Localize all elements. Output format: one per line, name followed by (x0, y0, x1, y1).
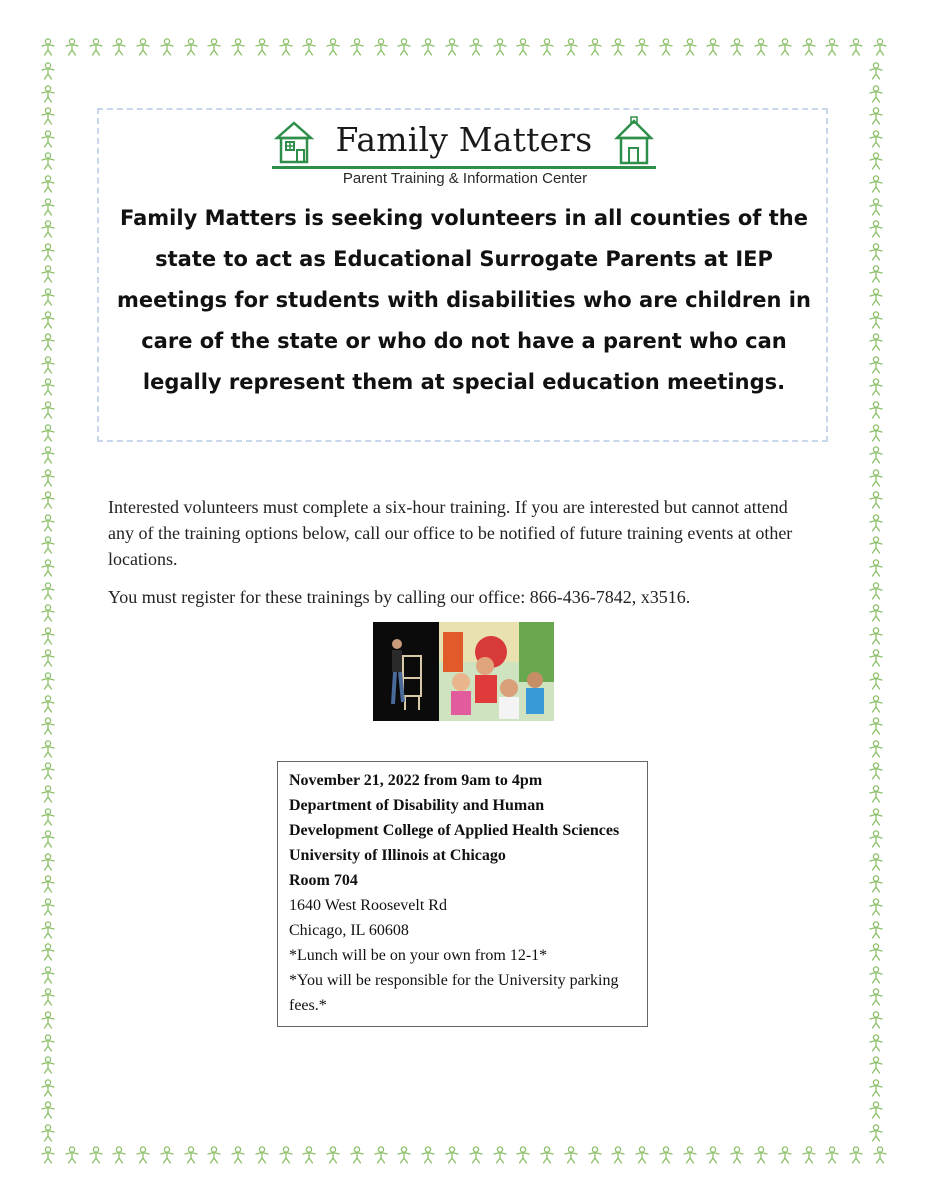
border-figure-icon (777, 38, 793, 56)
intro-paragraph: Interested volunteers must complete a six-hour training. If you are interested but cannot attend any of the training options below, call our office to be notified of future training events at other locations. (108, 497, 793, 569)
border-figure-icon (420, 1146, 436, 1164)
border-figure-icon (40, 1056, 56, 1074)
border-figure-icon (868, 695, 884, 713)
border-figure-icon (40, 401, 56, 419)
border-figure-icon (349, 38, 365, 56)
border-figure-icon (183, 1146, 199, 1164)
border-figure-icon (230, 1146, 246, 1164)
border-figure-icon (658, 38, 674, 56)
border-figure-icon (868, 672, 884, 690)
border-figure-icon (868, 85, 884, 103)
border-figure-icon (610, 38, 626, 56)
border-figure-icon (729, 38, 745, 56)
border-figure-icon (396, 1146, 412, 1164)
border-figure-icon (444, 1146, 460, 1164)
border-figure-icon (40, 62, 56, 80)
border-figure-icon (868, 649, 884, 667)
border-figure-icon (868, 830, 884, 848)
border-figure-icon (868, 785, 884, 803)
border-figure-icon (824, 1146, 840, 1164)
border-figure-icon (40, 649, 56, 667)
border-figure-icon (111, 1146, 127, 1164)
border-figure-icon (40, 536, 56, 554)
border-figure-icon (40, 152, 56, 170)
border-figure-icon (801, 1146, 817, 1164)
training-date: November 21, 2022 from 9am to 4pm (289, 772, 543, 789)
border-figure-icon (868, 469, 884, 487)
border-figure-icon (135, 1146, 151, 1164)
border-figure-icon (868, 1079, 884, 1097)
border-figure-icon (868, 604, 884, 622)
border-figure-icon (40, 808, 56, 826)
border-right (868, 62, 888, 1142)
lunch-note: *Lunch will be on your own from 12-1* (289, 947, 548, 964)
border-figure-icon (705, 38, 721, 56)
border-figure-icon (40, 130, 56, 148)
border-figure-icon (40, 1146, 56, 1164)
training-street: 1640 West Roosevelt Rd (289, 897, 447, 914)
border-figure-icon (40, 220, 56, 238)
border-figure-icon (587, 1146, 603, 1164)
border-figure-icon (40, 1034, 56, 1052)
border-figure-icon (753, 38, 769, 56)
border-figure-icon (40, 921, 56, 939)
border-figure-icon (868, 62, 884, 80)
border-top (40, 38, 888, 58)
border-figure-icon (40, 198, 56, 216)
border-figure-icon (868, 943, 884, 961)
border-figure-icon (40, 265, 56, 283)
border-figure-icon (40, 491, 56, 509)
border-figure-icon (868, 198, 884, 216)
border-figure-icon (349, 1146, 365, 1164)
border-figure-icon (40, 1101, 56, 1119)
border-figure-icon (868, 627, 884, 645)
border-figure-icon (868, 152, 884, 170)
border-figure-icon (40, 1011, 56, 1029)
border-figure-icon (610, 1146, 626, 1164)
border-figure-icon (634, 38, 650, 56)
border-figure-icon (682, 38, 698, 56)
training-venue: Department of Disability and Human Development College of Applied Health Sciences University of Illinois at Chicago (289, 797, 620, 864)
border-figure-icon (868, 1056, 884, 1074)
border-figure-icon (396, 38, 412, 56)
border-figure-icon (40, 356, 56, 374)
border-figure-icon (868, 175, 884, 193)
border-figure-icon (301, 38, 317, 56)
logo-rule (272, 166, 656, 169)
border-figure-icon (40, 38, 56, 56)
logo-subtitle: Parent Training & Information Center (342, 170, 588, 187)
training-city: Chicago, IL 60608 (289, 922, 409, 939)
border-figure-icon (587, 38, 603, 56)
border-figure-icon (40, 762, 56, 780)
border-figure-icon (634, 1146, 650, 1164)
border-figure-icon (40, 627, 56, 645)
border-figure-icon (468, 38, 484, 56)
family-matters-logo (272, 116, 656, 192)
border-left (40, 62, 60, 1142)
border-figure-icon (40, 966, 56, 984)
border-figure-icon (40, 514, 56, 532)
border-figure-icon (325, 38, 341, 56)
schoolhouse-right-icon (614, 116, 654, 166)
border-figure-icon (420, 38, 436, 56)
border-figure-icon (254, 1146, 270, 1164)
border-figure-icon (868, 288, 884, 306)
border-figure-icon (848, 38, 864, 56)
border-figure-icon (868, 536, 884, 554)
border-figure-icon (88, 38, 104, 56)
border-figure-icon (40, 740, 56, 758)
border-figure-icon (40, 469, 56, 487)
training-room: Room 704 (289, 872, 358, 889)
border-figure-icon (468, 1146, 484, 1164)
border-figure-icon (848, 1146, 864, 1164)
photo-collage (373, 622, 554, 721)
border-figure-icon (868, 717, 884, 735)
border-figure-icon (254, 38, 270, 56)
border-figure-icon (868, 582, 884, 600)
border-figure-icon (872, 38, 888, 56)
border-figure-icon (40, 175, 56, 193)
border-figure-icon (868, 875, 884, 893)
border-figure-icon (492, 38, 508, 56)
border-figure-icon (868, 966, 884, 984)
border-figure-icon (868, 311, 884, 329)
border-figure-icon (705, 1146, 721, 1164)
border-figure-icon (40, 853, 56, 871)
border-figure-icon (868, 988, 884, 1006)
border-figure-icon (40, 424, 56, 442)
border-figure-icon (40, 446, 56, 464)
border-figure-icon (868, 491, 884, 509)
border-figure-icon (40, 898, 56, 916)
border-figure-icon (40, 943, 56, 961)
border-figure-icon (539, 38, 555, 56)
border-figure-icon (40, 604, 56, 622)
registration-paragraph: You must register for these trainings by calling our office: 866-436-7842, x3516. (108, 587, 691, 607)
border-bottom (40, 1146, 888, 1166)
border-figure-icon (824, 38, 840, 56)
border-figure-icon (658, 1146, 674, 1164)
border-figure-icon (868, 762, 884, 780)
border-figure-icon (868, 220, 884, 238)
border-figure-icon (40, 311, 56, 329)
border-figure-icon (40, 672, 56, 690)
border-figure-icon (868, 514, 884, 532)
border-figure-icon (777, 1146, 793, 1164)
border-figure-icon (868, 333, 884, 351)
border-figure-icon (325, 1146, 341, 1164)
border-figure-icon (40, 717, 56, 735)
border-figure-icon (868, 424, 884, 442)
border-figure-icon (111, 38, 127, 56)
border-figure-icon (539, 1146, 555, 1164)
training-details-box (277, 761, 648, 1027)
border-figure-icon (868, 1011, 884, 1029)
border-figure-icon (868, 446, 884, 464)
border-figure-icon (40, 1079, 56, 1097)
border-figure-icon (868, 853, 884, 871)
border-figure-icon (159, 1146, 175, 1164)
border-figure-icon (868, 898, 884, 916)
border-figure-icon (159, 38, 175, 56)
border-figure-icon (868, 401, 884, 419)
border-figure-icon (40, 830, 56, 848)
border-figure-icon (40, 875, 56, 893)
border-figure-icon (40, 85, 56, 103)
schoolhouse-left-icon (274, 120, 314, 164)
border-figure-icon (872, 1146, 888, 1164)
border-figure-icon (515, 1146, 531, 1164)
border-figure-icon (278, 38, 294, 56)
border-figure-icon (40, 107, 56, 125)
border-figure-icon (88, 1146, 104, 1164)
logo-title: Family Matters (335, 120, 593, 159)
border-figure-icon (278, 1146, 294, 1164)
border-figure-icon (868, 1124, 884, 1142)
parking-note: *You will be responsible for the University parking fees.* (289, 972, 619, 1014)
border-figure-icon (40, 695, 56, 713)
border-figure-icon (753, 1146, 769, 1164)
border-figure-icon (868, 1034, 884, 1052)
border-figure-icon (868, 378, 884, 396)
border-figure-icon (230, 38, 246, 56)
border-figure-icon (40, 378, 56, 396)
border-figure-icon (40, 559, 56, 577)
border-figure-icon (373, 1146, 389, 1164)
border-figure-icon (40, 288, 56, 306)
border-figure-icon (135, 38, 151, 56)
border-figure-icon (301, 1146, 317, 1164)
border-figure-icon (868, 107, 884, 125)
border-figure-icon (373, 38, 389, 56)
border-figure-icon (563, 1146, 579, 1164)
border-figure-icon (40, 333, 56, 351)
border-figure-icon (444, 38, 460, 56)
headline: Family Matters is seeking volunteers in all counties of the state to act as Educational Surrogate Parents at IEP meetings for students with disabilities who are children in care of the state or who do not have a parent who can legally represent them at special education meetings. (117, 206, 811, 394)
border-figure-icon (868, 130, 884, 148)
border-figure-icon (868, 921, 884, 939)
border-figure-icon (206, 1146, 222, 1164)
border-figure-icon (40, 988, 56, 1006)
border-figure-icon (492, 1146, 508, 1164)
border-figure-icon (64, 1146, 80, 1164)
border-figure-icon (40, 582, 56, 600)
border-figure-icon (206, 38, 222, 56)
border-figure-icon (868, 808, 884, 826)
border-figure-icon (868, 265, 884, 283)
border-figure-icon (868, 559, 884, 577)
border-figure-icon (868, 1101, 884, 1119)
border-figure-icon (868, 243, 884, 261)
border-figure-icon (729, 1146, 745, 1164)
children-photo (373, 622, 554, 721)
border-figure-icon (40, 785, 56, 803)
border-figure-icon (40, 1124, 56, 1142)
border-figure-icon (515, 38, 531, 56)
border-figure-icon (801, 38, 817, 56)
border-figure-icon (868, 740, 884, 758)
border-figure-icon (682, 1146, 698, 1164)
border-figure-icon (64, 38, 80, 56)
border-figure-icon (183, 38, 199, 56)
border-figure-icon (563, 38, 579, 56)
border-figure-icon (868, 356, 884, 374)
border-figure-icon (40, 243, 56, 261)
